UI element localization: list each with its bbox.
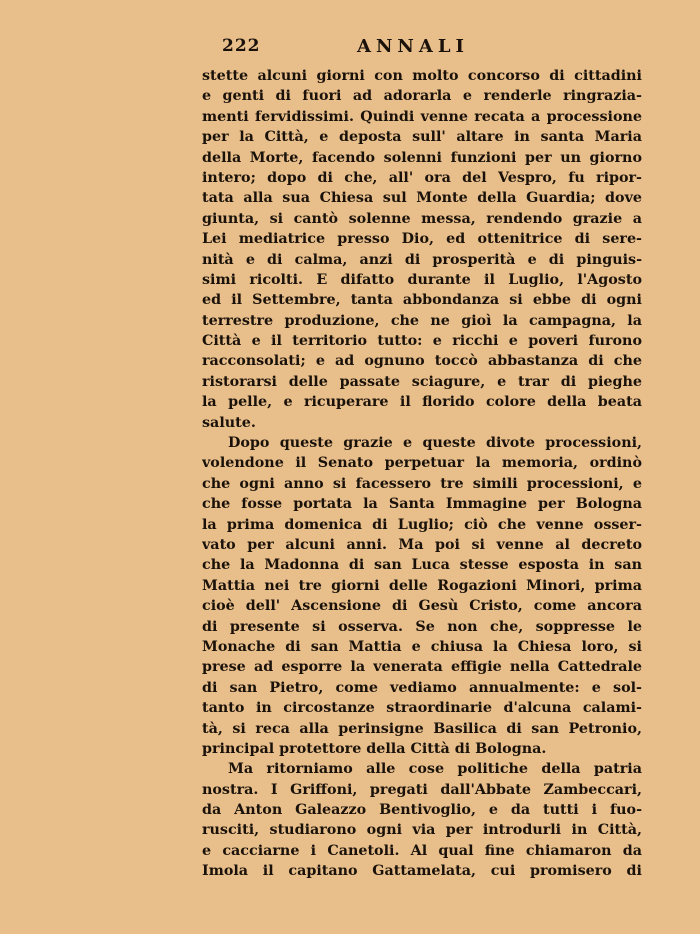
text-line: tà, si reca alla perinsigne Basilica di san Petronio,	[202, 720, 642, 737]
text-line: cioè dell' Ascensione di Gesù Cristo, come ancora	[202, 598, 642, 615]
text-line: da Anton Galeazzo Bentivoglio, e da tutti i fuo-	[202, 802, 642, 819]
page-number: 222	[222, 36, 261, 56]
text-line: salute.	[202, 414, 256, 431]
text-line: Imola il capitano Gattamelata, cui promisero di	[202, 863, 642, 880]
text-line: terrestre produzione, che ne gioì la campagna, la	[202, 312, 642, 329]
text-line: ristorarsi delle passate sciagure, e trar di pieghe	[202, 373, 642, 390]
text-line: principal protettore della Città di Bologna.	[202, 740, 547, 757]
text-line: che ogni anno si facessero tre simili processioni, e	[202, 475, 642, 492]
text-line: Monache di san Mattia e chiusa la Chiesa loro, si	[202, 638, 642, 655]
text-line: ed il Settembre, tanta abbondanza si ebbe di ogni	[202, 292, 642, 309]
text-line: nostra. I Griffoni, pregati dall'Abbate Zambeccari,	[202, 781, 642, 798]
text-line: tanto in circostanze straordinarie d'alcuna calami-	[202, 700, 642, 717]
text-line: menti fervidissimi. Quindi venne recata a processione	[202, 108, 642, 125]
paragraph-2	[202, 433, 642, 759]
text-line: e cacciarne i Canetoli. Al qual fine chiamaron da	[202, 842, 642, 859]
text-line: volendone il Senato perpetuar la memoria, ordinò	[202, 455, 642, 472]
text-line: Mattia nei tre giorni delle Rogazioni Minori, prima	[202, 577, 642, 594]
text-line: rusciti, studiarono ogni via per introdurli in Città,	[202, 822, 642, 839]
text-line: per la Città, e deposta sull' altare in santa Maria	[202, 129, 642, 146]
text-line: di presente si osserva. Se non che, soppresse le	[202, 618, 642, 635]
text-line: Città e il territorio tutto: e ricchi e poveri furono	[202, 333, 642, 350]
text-line: Lei mediatrice presso Dio, ed ottenitrice di sere-	[202, 231, 642, 248]
page-header	[222, 36, 642, 60]
text-line: Ma ritorniamo alle cose politiche della patria	[228, 761, 642, 778]
paragraph-3	[202, 759, 642, 881]
text-line: Dopo queste grazie e queste divote processioni,	[228, 435, 642, 452]
text-line: vato per alcuni anni. Ma poi si venne al decreto	[202, 536, 642, 553]
text-line: di san Pietro, come vediamo annualmente: e sol-	[202, 679, 642, 696]
text-line: prese ad esporre la venerata effigie nella Cattedrale	[202, 659, 642, 676]
text-line: della Morte, facendo solenni funzioni per un giorno	[202, 149, 642, 166]
text-line: intero; dopo di che, all' ora del Vespro, fu ripor-	[202, 169, 642, 186]
text-line: stette alcuni giorni con molto concorso di cittadini	[202, 68, 642, 84]
text-line: simi ricolti. E difatto durante il Luglio, l'Agosto	[202, 271, 642, 288]
body-text	[202, 66, 642, 882]
text-line: nità e di calma, anzi di prosperità e di pinguis-	[202, 251, 642, 268]
text-line: e genti di fuori ad adorarla e renderle ringrazia-	[202, 88, 642, 105]
text-line: tata alla sua Chiesa sul Monte della Guardia; dove	[202, 190, 642, 207]
paragraph-1	[202, 66, 642, 433]
running-title: ANNALI	[357, 36, 469, 57]
text-line: la pelle, e ricuperare il florido colore della beata	[202, 394, 642, 411]
text-line: che fosse portata la Santa Immagine per Bologna	[202, 496, 642, 513]
text-line: la prima domenica di Luglio; ciò che venne osser-	[202, 516, 642, 533]
text-line: giunta, si cantò solenne messa, rendendo grazie a	[202, 210, 642, 227]
text-line: che la Madonna di san Luca stesse esposta in san	[202, 557, 642, 574]
text-line: racconsolati; e ad ognuno toccò abbastanza di che	[202, 353, 642, 370]
